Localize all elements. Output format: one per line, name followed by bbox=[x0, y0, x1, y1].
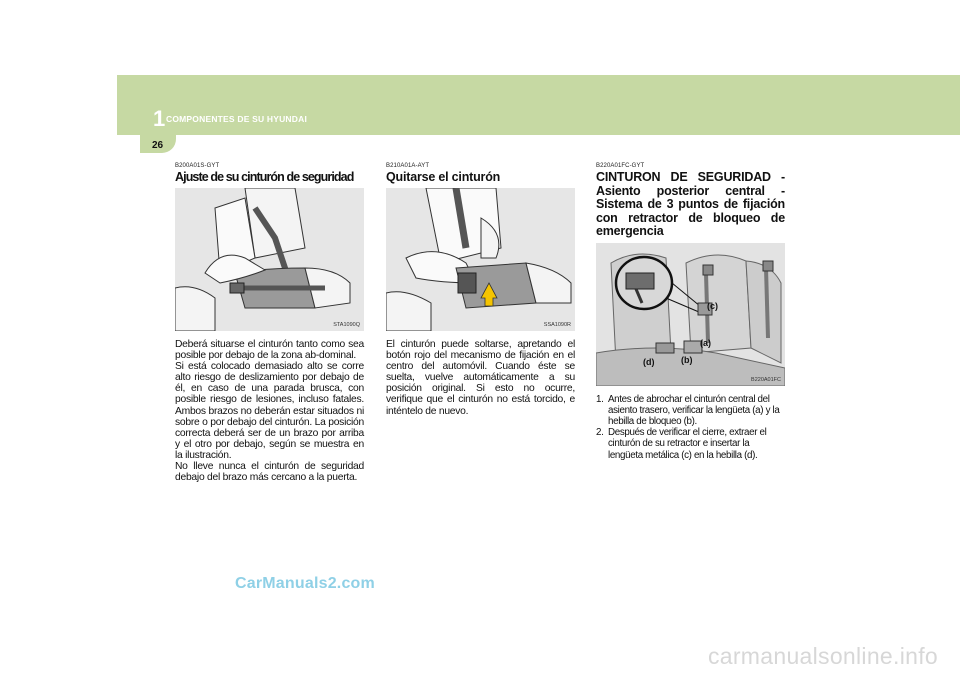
section-title: Quitarse el cinturón bbox=[386, 170, 501, 184]
figure-belt-adjust bbox=[175, 188, 364, 331]
figure-label: STA1090Q bbox=[333, 322, 360, 328]
section-code: B210A01A-AYT bbox=[386, 163, 430, 169]
page-number: 26 bbox=[152, 140, 164, 151]
header-band bbox=[117, 75, 960, 135]
section-code: B200A01S-GYT bbox=[175, 163, 220, 169]
figure-rear-seat bbox=[596, 243, 785, 386]
callout-a: (a) bbox=[700, 337, 711, 348]
list-item bbox=[596, 427, 785, 461]
step-number: 2. bbox=[596, 427, 604, 439]
belt-adjust-illustration bbox=[175, 188, 364, 331]
section-rear-center-belt bbox=[596, 163, 785, 461]
paragraph: Si está colocado demasiado alto se corre alto riesgo de deslizamiento por debajo de él, en caso de una parada brusca, con posible riesgo de lesiones, incluso fatales. Ambos brazos no deberán estar situados ni sobre o por debajo del cinturón. La posición correcta deberá ser de un brazo por arriba y el otro por debajo, según se muestra en la ilustración. bbox=[175, 361, 364, 461]
watermark-link[interactable]: CarManuals2.com bbox=[235, 575, 375, 592]
callout-b: (b) bbox=[681, 354, 693, 365]
footer-site-link[interactable]: carmanualsonline.info bbox=[707, 643, 938, 669]
paragraph: El cinturón puede soltarse, apretando el botón rojo del mecanismo de fijación en el centro del automóvil. Cuando éste se suelta, vuelve automáticamente a su posición original. Si esto no ocurre, verifique que el cinturón no está torcido, e inténtelo de nuevo. bbox=[386, 339, 575, 417]
figure-label: B220A01FC bbox=[751, 376, 781, 383]
belt-release-illustration bbox=[386, 188, 575, 331]
step-text: Antes de abrochar el cinturón central del asiento trasero, verificar la lengüeta (a) y la hebilla de bloqueo (b). bbox=[608, 393, 780, 427]
section-body bbox=[175, 339, 364, 483]
callout-d: (d) bbox=[643, 356, 655, 367]
step-text: Después de verificar el cierre, extraer el cinturón de su retractor e insertar la lengüeta metálica (c) en la hebilla (d). bbox=[608, 427, 767, 461]
section-body bbox=[386, 339, 575, 417]
paragraph: Deberá situarse el cinturón tanto como sea posible por debajo de la zona ab-dominal. bbox=[175, 339, 364, 362]
section-remove-belt bbox=[386, 163, 575, 417]
callout-c: (c) bbox=[707, 300, 718, 311]
steps-list bbox=[596, 394, 785, 461]
section-title: Ajuste de su cinturón de seguridad bbox=[175, 170, 354, 184]
section-code: B220A01FC-GYT bbox=[596, 163, 645, 169]
section-title: CINTURON DE SEGURIDAD - Asiento posterior central - Sistema de 3 puntos de fijación con retractor de bloqueo de emergencia bbox=[596, 170, 785, 238]
paragraph: No lleve nunca el cinturón de seguridad debajo del brazo más cercano a la puerta. bbox=[175, 461, 364, 484]
figure-label: SSA1090R bbox=[543, 322, 571, 328]
chapter-title: COMPONENTES DE SU HYUNDAI bbox=[166, 114, 308, 124]
section-adjust-belt bbox=[175, 163, 364, 483]
list-item bbox=[596, 394, 785, 428]
chapter-number: 1 bbox=[153, 106, 166, 131]
step-number: 1. bbox=[596, 393, 604, 405]
figure-belt-release bbox=[386, 188, 575, 331]
